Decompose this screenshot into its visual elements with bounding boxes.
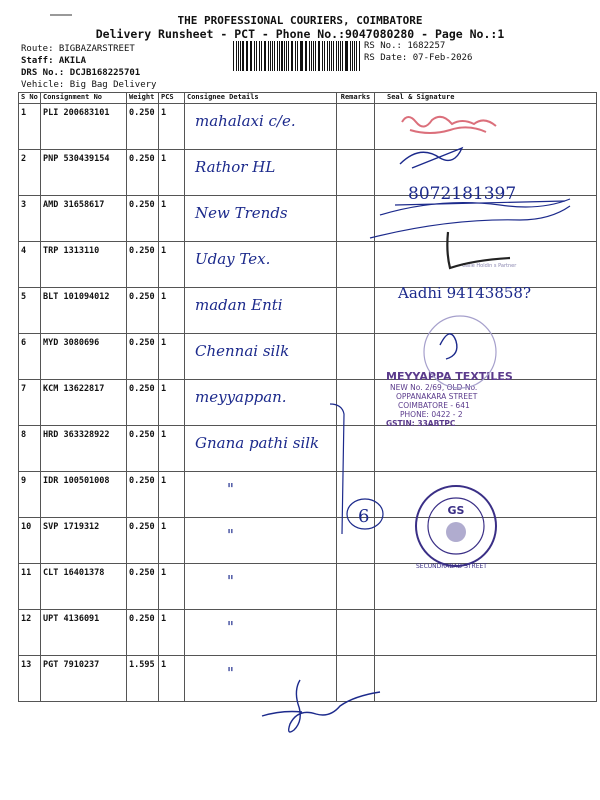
row-sno: 2 (19, 150, 41, 196)
handwritten-consignee: " (227, 572, 234, 590)
row-sno: 1 (19, 104, 41, 150)
circled-number: 6 (358, 506, 370, 527)
handwritten-consignee: Chennai silk (195, 342, 290, 360)
bottom-signature (262, 680, 380, 732)
row-sno: 13 (19, 656, 41, 702)
col-consignee: Consignee Details (185, 93, 337, 104)
col-remarks: Remarks (337, 93, 375, 104)
row-sno: 5 (19, 288, 41, 334)
gs-stamp (416, 486, 496, 566)
col-pcs: PCS (159, 93, 185, 104)
vehicle-label: Vehicle: Big Bag Delivery (21, 80, 157, 90)
company-name: THE PROFESSIONAL COURIERS, COIMBATORE (177, 14, 423, 27)
row-pcs: 1 (159, 380, 185, 426)
stamp-line-1: MEYYAPPA TEXTILES (386, 370, 513, 383)
row-weight: 0.250 (127, 610, 159, 656)
stamp-line-4: COIMBATORE - 641 (398, 401, 470, 410)
row-consignment: IDR 100501008 (41, 472, 127, 518)
handwritten-consignee: Rathor HL (195, 158, 276, 176)
row-pcs: 1 (159, 288, 185, 334)
row-weight: 0.250 (127, 472, 159, 518)
row-sno: 9 (19, 472, 41, 518)
handwritten-consignee: meyyappan. (195, 388, 287, 406)
row-consignment: KCM 13622817 (41, 380, 127, 426)
round-stamp-row6 (424, 316, 496, 388)
handwritten-consignee: " (227, 618, 234, 636)
bracket-line (330, 404, 344, 534)
row-weight: 0.250 (127, 196, 159, 242)
col-weight: Weight (127, 93, 159, 104)
row-pcs: 1 (159, 104, 185, 150)
row-consignment: SVP 1719312 (41, 518, 127, 564)
row-consignment: HRD 363328922 (41, 426, 127, 472)
handwritten-consignee: Uday Tex. (195, 250, 271, 268)
row-consignment: AMD 31658617 (41, 196, 127, 242)
row-sno: 11 (19, 564, 41, 610)
handwritten-note-row5: Aadhi 94143858? (398, 284, 531, 302)
signature-row3 (370, 199, 570, 238)
row-consignment: BLT 101094012 (41, 288, 127, 334)
row-pcs: 1 (159, 472, 185, 518)
red-stamp-mark (402, 117, 496, 133)
row-weight: 0.250 (127, 518, 159, 564)
col-seal-signature: Seal & Signature (375, 93, 597, 104)
rs-date: RS Date: 07-Feb-2026 (364, 53, 473, 63)
checkmark-row6 (440, 334, 457, 359)
row-weight: 0.250 (127, 334, 159, 380)
row-consignment: UPT 4136091 (41, 610, 127, 656)
handwritten-consignee: New Trends (195, 204, 288, 222)
row-pcs: 1 (159, 518, 185, 564)
col-consignment: Consignment No (41, 93, 127, 104)
row-sno: 12 (19, 610, 41, 656)
row-consignment: CLT 16401378 (41, 564, 127, 610)
drs-label: DRS No.: (21, 68, 65, 78)
row-sno: 4 (19, 242, 41, 288)
row-pcs: 1 (159, 334, 185, 380)
drs-value: DCJB168225701 (69, 68, 141, 78)
sheet-title: Delivery Runsheet - PCT - Phone No.:9047080280 - Page No.:1 (95, 27, 505, 41)
handwritten-consignee: Gnana pathi silk (195, 434, 320, 452)
row-pcs: 1 (159, 426, 185, 472)
row-consignment: TRP 1313110 (41, 242, 127, 288)
row-consignment: PGT 7910237 (41, 656, 127, 702)
row-weight: 1.595 (127, 656, 159, 702)
row-pcs: 1 (159, 564, 185, 610)
faint-stamp-text: Gaile Holdin s Partner (462, 263, 517, 269)
handwritten-consignee: mahalaxi c/e. (195, 112, 296, 130)
row-weight: 0.250 (127, 380, 159, 426)
row-pcs: 1 (159, 150, 185, 196)
gs-ring-text: SECUNDRABAD STREET (416, 563, 487, 570)
row-consignment: PNP 530439154 (41, 150, 127, 196)
handwritten-consignee: " (227, 664, 234, 682)
gs-initials: GS (447, 504, 465, 517)
row-sno: 8 (19, 426, 41, 472)
row-consignment: PLI 200683101 (41, 104, 127, 150)
row-weight: 0.250 (127, 150, 159, 196)
row-pcs: 1 (159, 656, 185, 702)
row-weight: 0.250 (127, 242, 159, 288)
handwritten-consignee: " (227, 480, 234, 498)
row-pcs: 1 (159, 196, 185, 242)
stamp-line-5: PHONE: 0422 - 2 (400, 410, 463, 419)
row-weight: 0.250 (127, 288, 159, 334)
stamp-line-6: GSTIN: 33ABTPC (386, 419, 456, 428)
signature-row4 (447, 232, 510, 268)
row-pcs: 1 (159, 610, 185, 656)
route-label: Route: BIGBAZARSTREET (21, 44, 135, 54)
signature-row2 (400, 148, 462, 168)
handwritten-consignee: " (227, 526, 234, 544)
row-sno: 10 (19, 518, 41, 564)
stamp-line-3: OPPANAKARA STREET (396, 392, 478, 401)
staff-label: Staff: AKILA (21, 56, 87, 66)
row-sno: 6 (19, 334, 41, 380)
handwritten-consignee: madan Enti (195, 296, 283, 314)
stamp-line-2: NEW No. 2/69, OLD No. (390, 383, 478, 392)
row-pcs: 1 (159, 242, 185, 288)
handwritten-phone: 8072181397 (408, 184, 517, 204)
row-weight: 0.250 (127, 564, 159, 610)
row-weight: 0.250 (127, 426, 159, 472)
rs-number: RS No.: 1682257 (364, 41, 446, 51)
circle-around-six (347, 499, 383, 529)
row-weight: 0.250 (127, 104, 159, 150)
row-sno: 3 (19, 196, 41, 242)
row-consignment: MYD 3080696 (41, 334, 127, 380)
row-sno: 7 (19, 380, 41, 426)
col-sno: S No (19, 93, 41, 104)
